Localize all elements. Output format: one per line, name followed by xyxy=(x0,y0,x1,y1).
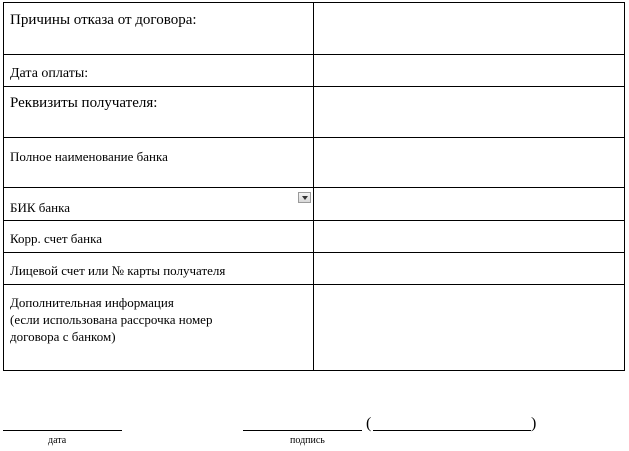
label-bank-bik-cell xyxy=(4,188,314,221)
label-extra-info xyxy=(4,285,314,371)
label-recipient-details: Реквизиты получателя: xyxy=(4,87,314,138)
row-corr-account xyxy=(4,221,625,253)
row-extra-info xyxy=(4,285,625,371)
row-bank-bik xyxy=(4,188,625,221)
dropdown-triangle xyxy=(302,196,308,200)
date-line[interactable] xyxy=(3,430,122,431)
field-recipient-details[interactable] xyxy=(314,87,625,138)
field-extra-info[interactable] xyxy=(314,285,625,371)
label-bank-bik: БИК банка xyxy=(10,200,71,215)
row-personal-account xyxy=(4,253,625,285)
row-bank-name xyxy=(4,138,625,188)
date-caption: дата xyxy=(48,435,67,446)
field-corr-account[interactable] xyxy=(314,221,625,253)
signature-caption: подпись xyxy=(290,435,325,446)
field-payment-date[interactable] xyxy=(314,55,625,87)
label-personal-account: Лицевой счет или № карты получателя xyxy=(4,253,314,285)
extra-info-line-2: (если использована рассрочка номер xyxy=(10,312,213,327)
row-recipient-details xyxy=(4,87,625,138)
chevron-down-icon[interactable] xyxy=(298,192,311,203)
extra-info-line-3: договора с банком) xyxy=(10,329,116,344)
extra-info-line-1: Дополнительная информация xyxy=(10,295,174,310)
label-payment-date: Дата оплаты: xyxy=(4,55,314,87)
row-payment-date xyxy=(4,55,625,87)
field-personal-account[interactable] xyxy=(314,253,625,285)
name-transcript-line[interactable] xyxy=(373,430,531,431)
field-bank-bik[interactable] xyxy=(314,188,625,221)
field-reasons[interactable] xyxy=(314,3,625,55)
name-close-paren: ) xyxy=(531,415,537,432)
row-reasons xyxy=(4,3,625,55)
name-open-paren: ( xyxy=(366,415,372,432)
signature-line[interactable] xyxy=(243,430,362,431)
field-bank-name[interactable] xyxy=(314,138,625,188)
label-bank-name: Полное наименование банка xyxy=(4,138,314,188)
refund-request-form-table xyxy=(3,2,625,371)
label-reasons: Причины отказа от договора: xyxy=(4,3,314,55)
label-corr-account: Корр. счет банка xyxy=(4,221,314,253)
